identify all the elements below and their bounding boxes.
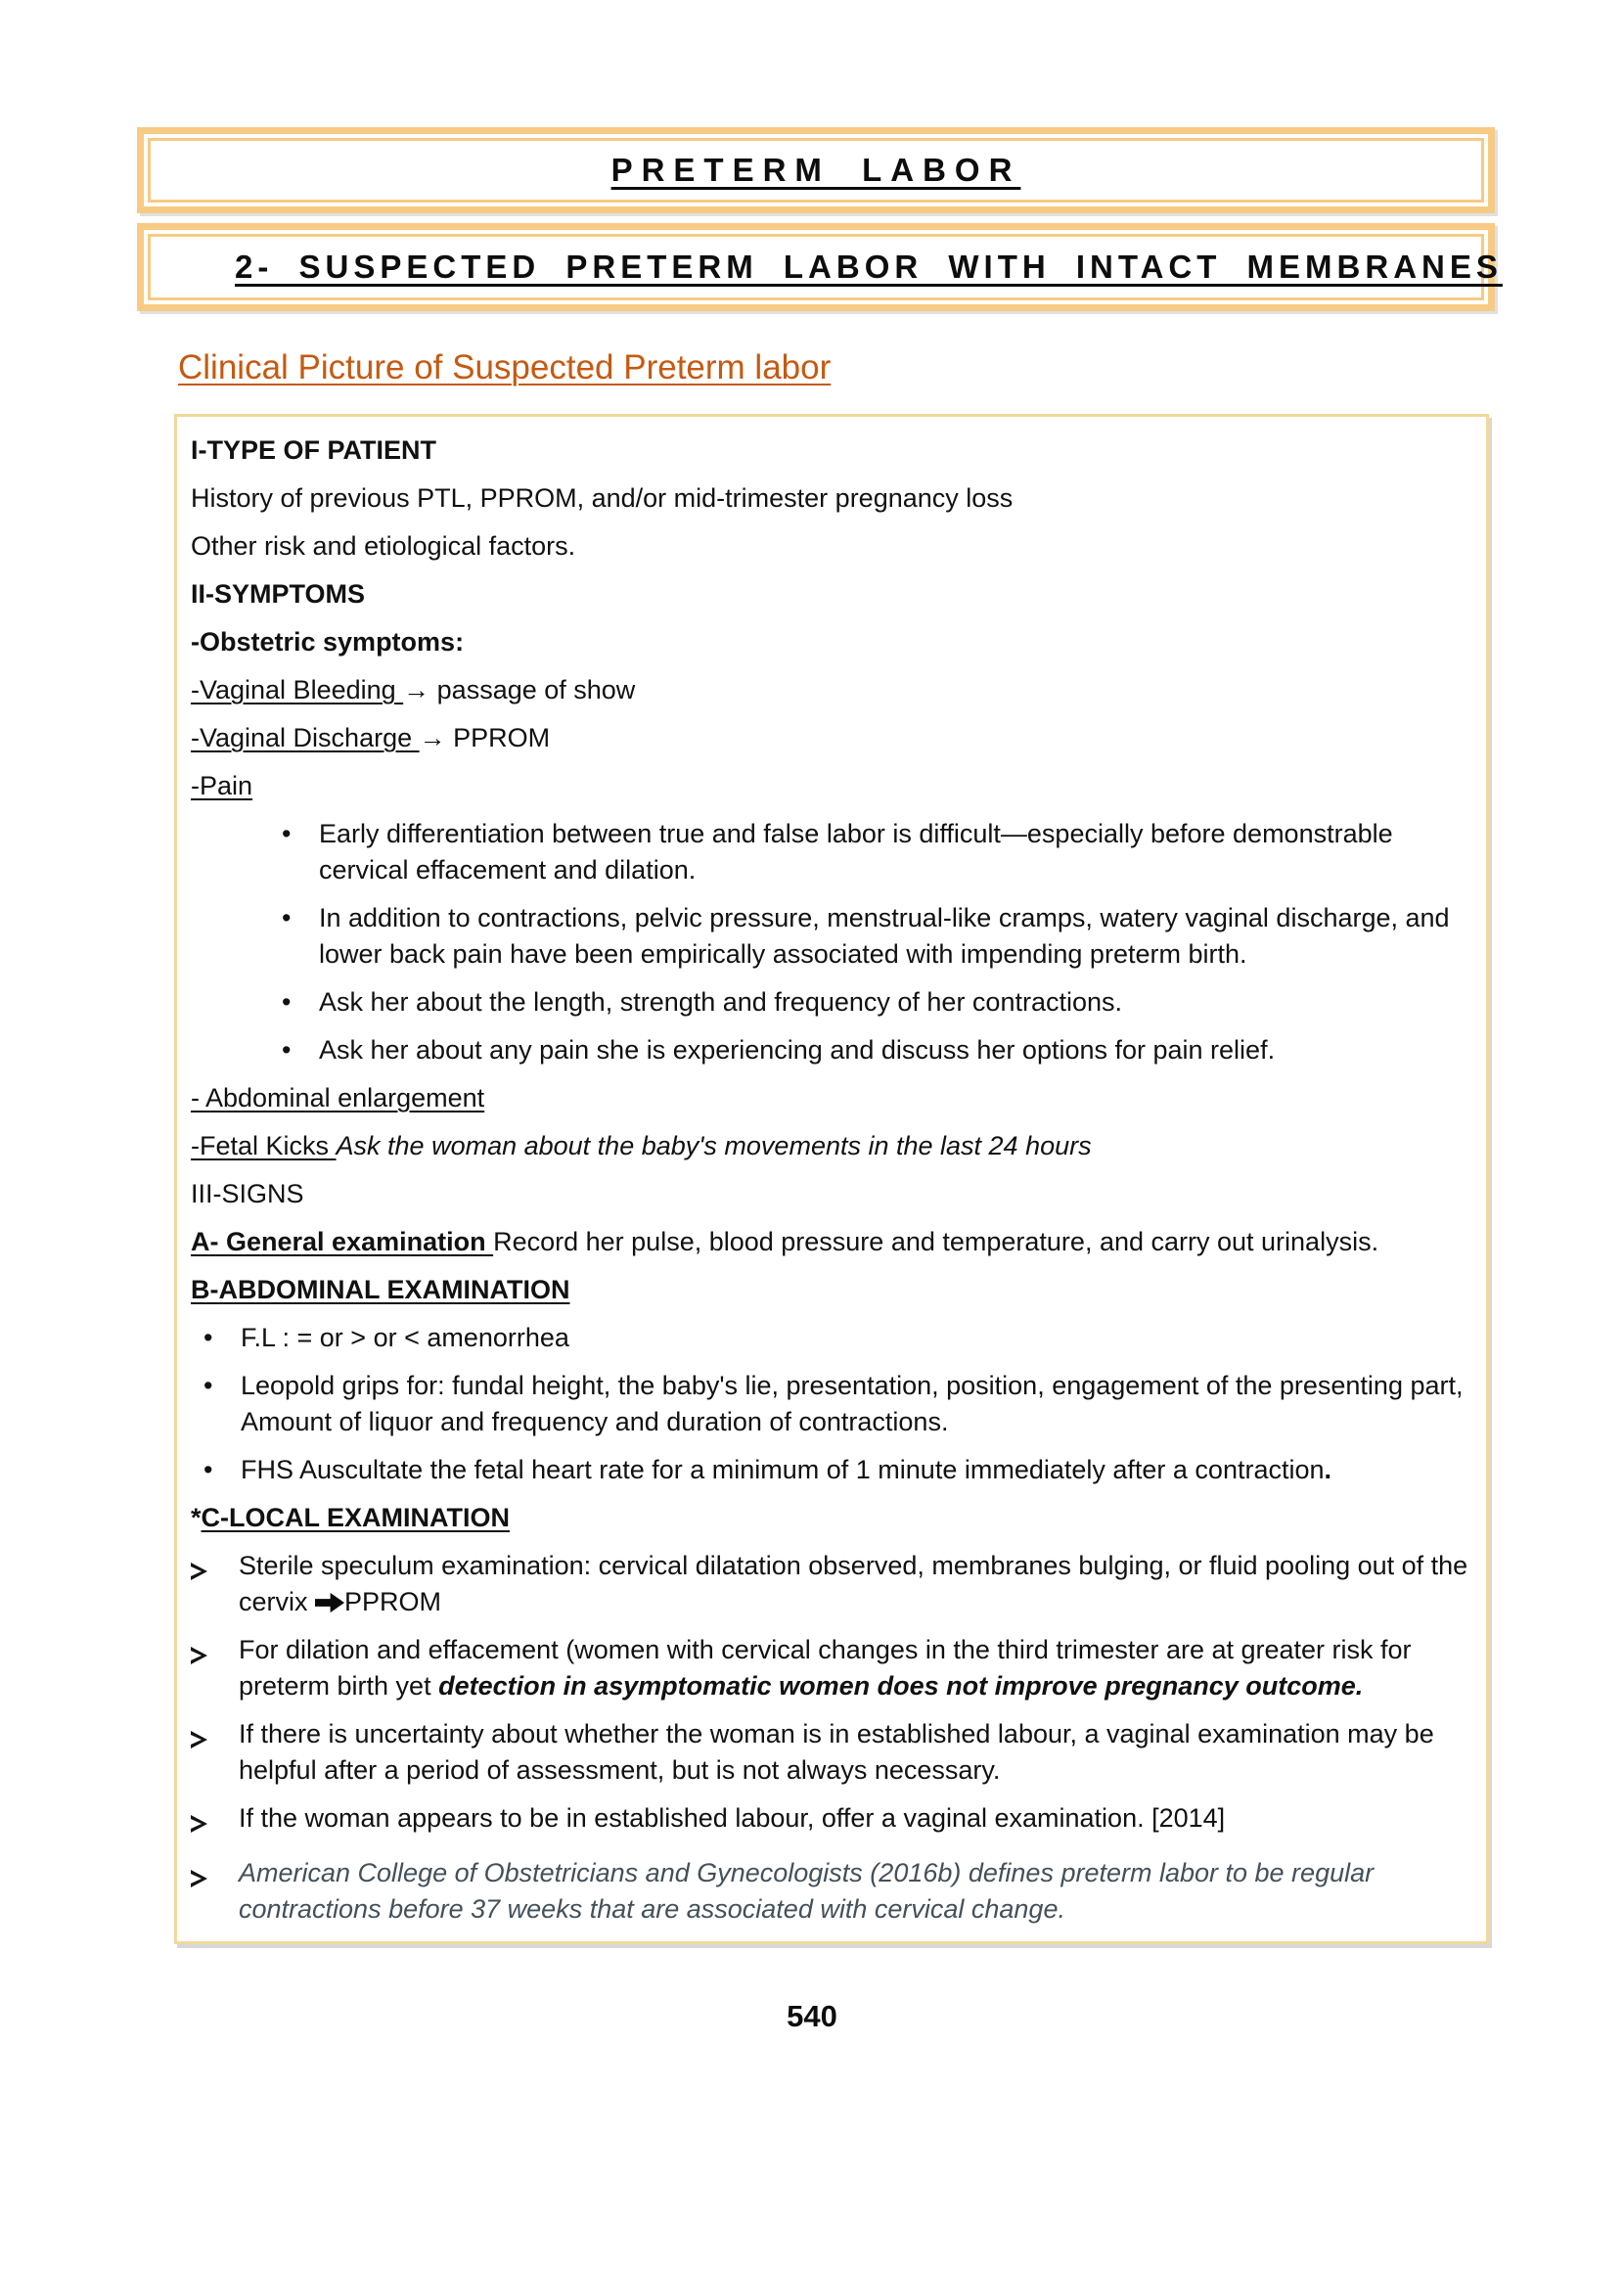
bullet-list-item [191,1452,1472,1488]
text-run: American College of Obstetricians and Gynecologists (2016b) defines preterm labor to be regular contractions before 37 weeks that are associated with cervical change. [239,1858,1375,1924]
text-run: C-LOCAL EXAMINATION [201,1503,510,1532]
arrowhead-right-icon [191,1869,212,1888]
arrowhead-right-icon [191,1800,239,1843]
title-banner-inner [148,138,1484,203]
arrow-list-item [191,1548,1472,1620]
text-run: -Vaginal Discharge [191,723,420,752]
text-run: → PPROM [419,723,551,752]
text-run: Leopold grips for: fundal height, the baby's lie, presentation, position, engagement of the presenting part, Amount of liquor and frequency and duration of contractions. [241,1371,1464,1436]
arrowhead-right-icon [191,1730,212,1749]
bullet-dot-icon: • [203,1371,213,1400]
text-run: B-ABDOMINAL EXAMINATION [191,1275,570,1304]
clinical-picture-heading: Clinical Picture of Suspected Preterm labor [178,348,832,386]
subtitle-banner [137,223,1503,311]
arrow-list-item [191,1632,1472,1704]
solid-right-arrow-icon [315,1591,344,1614]
section-title: 2- SUSPECTED PRETERM LABOR WITH INTACT MEMBRANES [235,249,1503,285]
text-run: FHS Auscultate the fetal heart rate for a minimum of 1 minute immediately after a contraction [241,1455,1325,1484]
text-run: History of previous PTL, PPROM, and/or mid-trimester pregnancy loss [191,483,1014,513]
text-run: . [1324,1455,1332,1484]
paragraph [191,672,1472,708]
bullet-dot-icon: • [203,1455,213,1484]
page-title: PRETERM LABOR [610,152,1021,188]
bullet-dot-icon: • [282,819,292,848]
paragraph [191,1272,1472,1308]
paragraph [191,528,1472,565]
text-run: Early differentiation between true and false labor is difficult—especially before demonstrable cervical effacement and dilation. [319,819,1393,885]
arrowhead-right-icon [191,1548,239,1591]
paragraph [191,1176,1472,1212]
paragraph [191,576,1472,613]
text-run: - Abdominal enlargement [191,1083,485,1112]
bullet-list-item [191,984,1472,1021]
arrowhead-right-icon [191,1646,212,1665]
text-run: II-SYMPTOMS [191,579,366,609]
bullet-dot-icon: • [203,1323,213,1352]
text-run: Sterile speculum examination: cervical dilatation observed, membranes bulging, or fluid pooling out of the cervix [239,1551,1468,1616]
list-item-text [241,1320,1472,1356]
bullet-list-item [191,1032,1472,1068]
text-run: Ask her about any pain she is experiencing and discuss her options for pain relief. [319,1035,1276,1065]
paragraph [191,1128,1472,1164]
text-run: -Pain [191,771,253,800]
text-run: Ask the woman about the baby's movements in the last 24 hours [336,1131,1092,1160]
bullet-dot-icon: • [282,903,292,932]
list-item-text [319,984,1472,1021]
text-run: If the woman appears to be in established labour, offer a vaginal examination. [2014] [239,1803,1226,1833]
text-run: → passage of show [403,675,636,704]
clinical-picture-content [191,432,1472,1928]
arrowhead-right-icon [191,1716,239,1759]
list-item-text [239,1855,1472,1928]
list-item-text [319,816,1472,888]
text-run: Record her pulse, blood pressure and temperature, and carry out urinalysis. [493,1227,1379,1256]
list-item-text [241,1368,1472,1440]
paragraph [191,1500,1472,1536]
list-item-text [239,1800,1472,1837]
title-banner [137,127,1495,213]
paragraph [191,624,1472,660]
arrow-list-item [191,1800,1472,1843]
arrow-list-item [191,1716,1472,1789]
text-run: If there is uncertainty about whether the woman is in established labour, a vaginal examination may be helpful after a period of assessment, but is not always necessary. [239,1719,1434,1785]
paragraph [191,768,1472,804]
text-run: For dilation and effacement (women with cervical changes in the third trimester are at greater risk for preterm birth yet [239,1635,1412,1701]
text-run: Other risk and etiological factors. [191,531,576,561]
paragraph [191,720,1472,756]
list-item-text [239,1548,1472,1620]
text-run: PPROM [344,1587,442,1616]
paragraph [191,1224,1472,1260]
text-run: Ask her about the length, strength and frequency of her contractions. [319,987,1123,1017]
subtitle-banner-inner [148,234,1503,300]
text-run: -Fetal Kicks [191,1131,337,1160]
bullet-list-item [191,816,1472,888]
text-run: I-TYPE OF PATIENT [191,435,437,465]
text-run: -Obstetric symptoms: [191,627,465,657]
paragraph [191,480,1472,517]
list-item-text [239,1716,1472,1789]
bullet-list-item [191,900,1472,973]
list-item-text [241,1452,1472,1488]
arrowhead-right-icon [191,1562,212,1581]
arrowhead-right-icon [191,1814,212,1834]
text-run: detection in asymptomatic women does not improve pregnancy outcome. [438,1671,1364,1701]
text-run: A- General examination [191,1227,494,1256]
text-run: F.L : = or > or < amenorrhea [241,1323,569,1352]
page-number: 540 [787,1999,837,2033]
text-run: In addition to contractions, pelvic pressure, menstrual-like cramps, watery vaginal discharge, and lower back pain have been empirically associated with impending preterm birth. [319,903,1450,969]
bullet-dot-icon: • [282,987,292,1017]
clinical-picture-box [174,414,1489,1944]
bullet-dot-icon: • [282,1035,292,1065]
text-run: -Vaginal Bleeding [191,675,404,704]
text-run: * [191,1503,202,1532]
arrow-list-item [191,1855,1472,1928]
bullet-list-item [191,1320,1472,1356]
list-item-text [319,900,1472,973]
list-item-text [239,1632,1472,1704]
bullet-list-item [191,1368,1472,1440]
paragraph [191,1080,1472,1116]
arrowhead-right-icon [191,1855,239,1898]
list-item-text [319,1032,1472,1068]
paragraph [191,432,1472,469]
text-run: III-SIGNS [191,1179,304,1208]
arrowhead-right-icon [191,1632,239,1675]
